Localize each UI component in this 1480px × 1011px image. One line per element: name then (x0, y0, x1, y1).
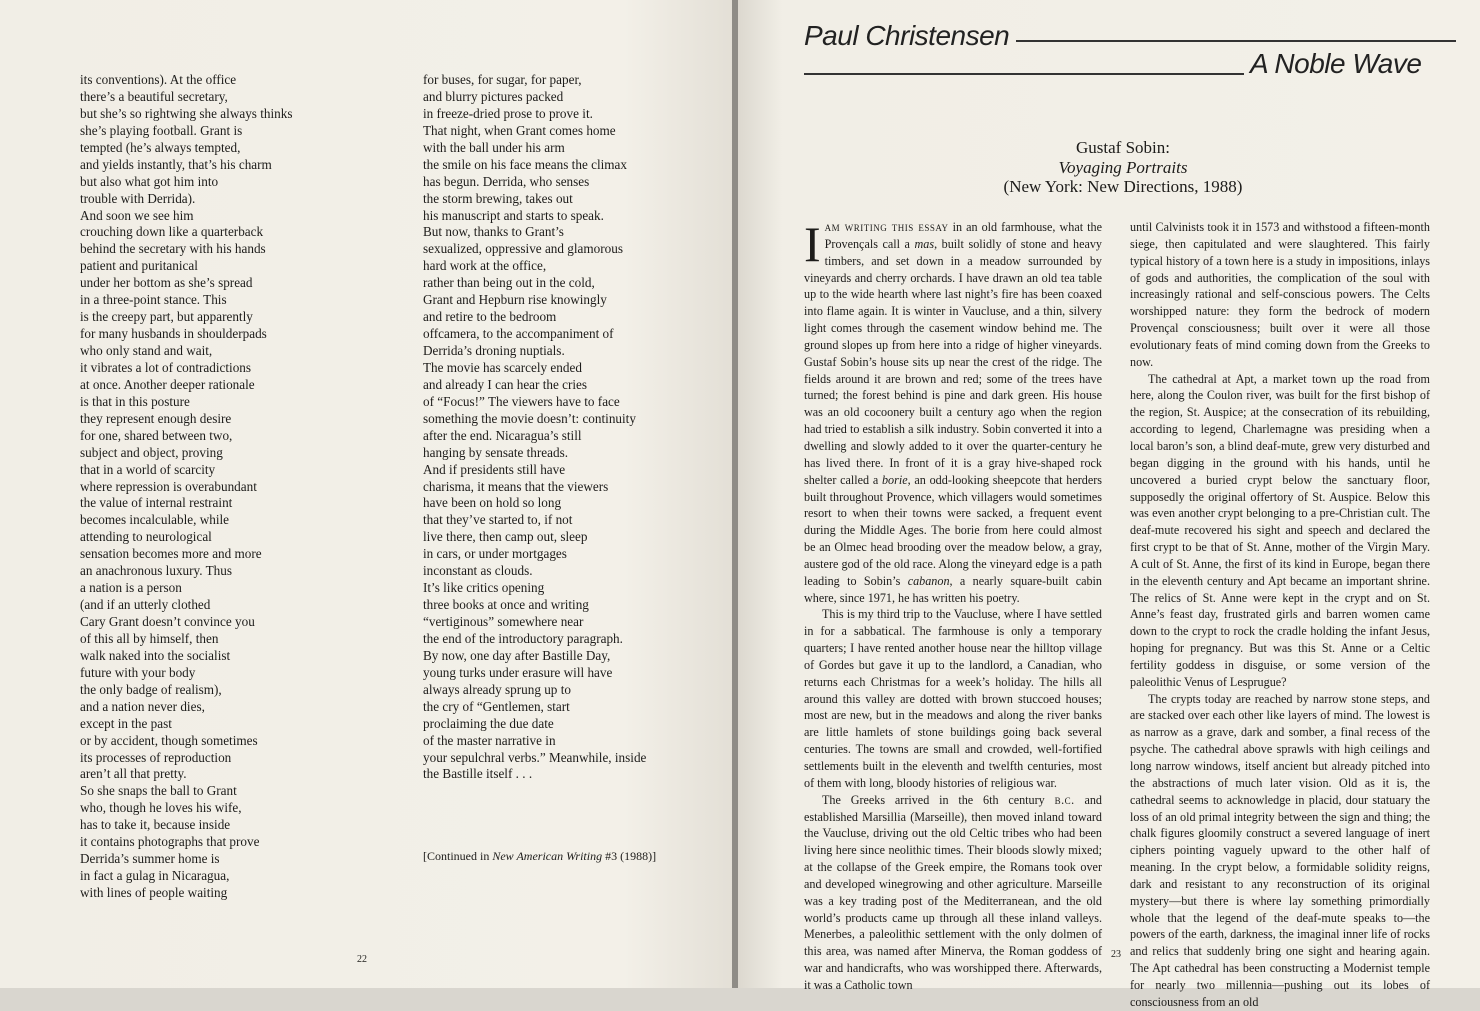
poem-line: Derrida’s summer home is (80, 851, 220, 867)
small-caps-era: b.c. (1054, 792, 1075, 807)
text-run: The Greeks arrived in the 6th century (822, 792, 1055, 807)
italic-term: mas (914, 236, 935, 251)
text-run: , a nearly square-built cabin where, since 1971, he has written his poetry. (804, 573, 1102, 605)
poem-line: the smile on his face means the climax (423, 156, 627, 172)
paragraph: The cathedral at Apt, a market town up the road from here, along the Coulon river, was built for the first bishop of the region, St. Auspice; at the consecration of its rebuilding, according to legend, Charlemagne was presiding when a local baron’s son, a blind deaf-mute, grew very disturbed and began digging in the ground with his hands, until he uncovered a buried crypt below the sanctuary floor, supposedly the original offertory of St. Auspice. Below this was even another crypt belonging to a pre-Christian cult. The deaf-mute recovered his sight and speech and declared the first crypt to be that of St. Anne, mother of the Virgin Mary. A cult of St. Anne, the first of its kind in Europe, began there in the eleventh century and Apt became an important shrine. The relics of St. Anne were kept in the crypt and on St. Anne’s feast day, frustrated girls and barren women came down to the crypt to rock the cradle holding the infant Jesus, hoping for pregnancy. But was this St. Anne or a Celtic fertility goddess in disguise, or some version of the paleolithic Venus of Lesprugue? (1130, 371, 1430, 689)
poem-line: offcamera, to the accompaniment of (423, 326, 614, 342)
poem-line: future with your body (80, 664, 196, 680)
essay-title: A Noble Wave (1250, 48, 1422, 79)
poem-line: inconstant as clouds. (423, 563, 533, 579)
poem-line: at once. Another deeper rationale (80, 376, 255, 392)
page-number-left: 22 (357, 954, 367, 965)
poem-line: of the master narrative in (423, 732, 556, 748)
paragraph: The crypts today are reached by narrow stone steps, and are stacked over each other like layers of mind. The lowest is as narrow as a grave, dark and somber, a final recess of the psyche. The cathedral above sprawls with high ceilings and long narrow windows, itself ancient but already pitched into the abstractions of much later vision. Old as it is, the cathedral seems to acknowledge in placid, dour statuary the loss of an old primal integrity between the sign and thing; the chalk figures gloomily construct a severed language of inert ciphers pointing vaguely upward to the other half of meaning. In the crypt below, a formidable solidity reigns, dark and resistant to any reconstruction of its original mystery—but there is where lay something primordially whole that the legend of the deaf-mute speaks to—the powers of the earth, darkness, the imaginal inner life of rocks and relics that suddenly bring one sight and hearing again. The Apt cathedral has been constructing a Modernist temple for nearly two millennia—pushing out its lobes of consciousness from an old (1130, 691, 1430, 1009)
poem-line: in cars, or under mortgages (423, 546, 567, 562)
poem-line: “vertiginous” somewhere near (423, 614, 584, 629)
poem-line: the value of internal restraint (80, 495, 233, 511)
poem-line: Derrida’s droning nuptials. (423, 343, 565, 358)
poem-line: or by accident, though sometimes (80, 732, 258, 748)
poem-line: with lines of people waiting (80, 885, 228, 900)
poem-line: subject and object, proving (80, 444, 223, 460)
poem-line: live there, then camp out, sleep (423, 529, 588, 545)
poem-line: an anachronous luxury. Thus (80, 563, 232, 579)
poem-line: The movie has scarcely ended (423, 359, 582, 375)
poem-line: is that in this posture (80, 393, 190, 409)
poem-column-1 (80, 72, 292, 902)
poem-line: the only badge of realism), (80, 681, 222, 697)
poem-line: something the movie doesn’t: continuity (423, 410, 636, 426)
poem-line: after the end. Nicaragua’s still (423, 427, 582, 443)
poem-line: of “Focus!” The viewers have to face (423, 393, 620, 409)
poem-line: young turks under erasure will have (423, 664, 613, 680)
poem-line: it contains photographs that prove (80, 834, 260, 850)
text-run: and established Marsillia (Marseille), then moved inland toward the Vaucluse, driving out the old Celtic tribes who had been living here since neolithic times. Their bloods slowly mixed; at the collapse of the Greek empire, the Romans took over and developed winegrowing and other agriculture. Marseille was a key trading post of the Mediterranean, and the old world’s products came up through all these inland valleys. Menerbes, a paleolithic settlement with the only dolmen of this area, was named after Minerva, the Roman goddess of war and handicrafts, who was worshipped there. Afterwards, it was a Catholic town (804, 792, 1102, 992)
poem-line: proclaiming the due date (423, 715, 554, 731)
poem-line: always already sprung up to (423, 681, 571, 697)
drop-cap: I (804, 216, 821, 272)
text-run: , built solidly of stone and heavy timbers, and set down in a meadow surrounded by vineyards and cherry orchards. I have drawn an old tea table up to the wide hearth where last night’s fire has been coaxed into flame again. It is winter in Vaucluse, and a thin, silvery light comes through the casement window behind me. The ground slopes up from here into a ridge of higher vineyards. Gustaf Sobin’s house sits up near the crest of the ridge. The fields around it are brown and red; some of the trees have turned; the forest behind is pine and dark green. His house was an old cocoonery built a century ago when the region had tried to establish a silk industry. Sobin converted it into a dwelling and slowly added to it over the quarter-century he has lived there. In front of it is a gray hive-shaped rock shelter called a (804, 236, 1102, 487)
italic-term: borie (881, 472, 908, 487)
poem-line: in a three-point stance. This (80, 292, 227, 308)
poem-line: who only stand and wait, (80, 343, 213, 358)
poem-line: Grant and Hepburn rise knowingly (423, 292, 607, 308)
poem-line: By now, one day after Bastille Day, (423, 647, 611, 663)
poem-line: and yields instantly, that’s his charm (80, 156, 272, 172)
right-page (738, 0, 1480, 1009)
poem-line: and a nation never dies, (80, 698, 205, 714)
poem-line: but also what got him into (80, 173, 219, 189)
poem-line: the storm brewing, takes out (423, 190, 573, 206)
poem-line: but she’s so rightwing she always thinks (80, 105, 293, 121)
poem-line: where repression is overabundant (80, 478, 257, 494)
poem-line: its processes of reproduction (80, 749, 232, 765)
author-name: Paul Christensen (804, 20, 1010, 51)
poem-line: crouching down like a quarterback (80, 224, 264, 240)
text-run: in an old farmhouse, what the Provençals call a (824, 220, 1102, 251)
paragraph: This is my third trip to the Vaucluse, where I have settled in for a sabbatical. The farmhouse is only a temporary quarters; I have rented another house near the hilltop village of Gordes but gave it up to the landlord, a Canadian, who returns each Christmas for a week’s holiday. The hills all around this valley are dotted with brown stuccoed houses; most are new, but in the meadows and along the river banks are little hamlets of stone buildings going back several centuries. The towns are small and crowded, well-fortified settlements built in the eleventh and twelfth centuries, most of them with long, bloody histories of religious war. (804, 607, 1102, 790)
poem-line: who, though he loves his wife, (80, 800, 242, 816)
paragraph (804, 792, 1102, 994)
continued-suffix: #3 (1988)] (602, 849, 657, 863)
poem-line: has to take it, because inside (80, 817, 231, 833)
poem-line: and already I can hear the cries (423, 376, 588, 392)
poem-line: in fact a gulag in Nicaragua, (80, 868, 230, 884)
poem-line: the end of the introductory paragraph. (423, 630, 623, 646)
continued-note (423, 849, 656, 864)
poem-line: attending to neurological (80, 529, 212, 545)
poem-line: the Bastille itself . . . (423, 766, 533, 782)
poem-line: (and if an utterly clothed (80, 597, 211, 613)
poem-line: trouble with Derrida). (80, 190, 196, 206)
poem-line: that in a world of scarcity (80, 461, 216, 477)
poem-line: its conventions). At the office (80, 72, 237, 87)
left-page (0, 0, 734, 988)
poem-line: hanging by sensate threads. (423, 444, 569, 460)
header-rule-bottom (804, 73, 1244, 75)
poem-line: your sepulchral verbs.” Meanwhile, inside (423, 749, 647, 765)
poem-line: And if presidents still have (423, 461, 566, 477)
italic-term: cabanon (907, 573, 950, 588)
poem-line: charisma, it means that the viewers (423, 478, 609, 494)
poem-line: under her bottom as she’s spread (80, 275, 253, 291)
poem-line: tempted (he’s always tempted, (80, 139, 241, 155)
reviewed-book (978, 138, 1268, 197)
poem-line: It’s like critics opening (423, 580, 545, 596)
book-author: Gustaf Sobin: (1076, 138, 1170, 157)
poem-line: becomes incalculable, while (80, 512, 230, 528)
poem-line: is the creepy part, but apparently (80, 309, 253, 325)
header-rule-top (1016, 40, 1456, 42)
poem-line: they represent enough desire (80, 410, 232, 426)
poem-line: of this all by himself, then (80, 630, 219, 646)
poem-line: aren’t all that pretty. (80, 766, 187, 782)
poem-line: in freeze-dried prose to prove it. (423, 105, 593, 121)
poem-line: And soon we see him (80, 207, 194, 223)
poem-line: hard work at the office, (423, 258, 547, 274)
poem-line: has begun. Derrida, who senses (423, 173, 590, 189)
poem-line: for one, shared between two, (80, 427, 233, 443)
book-publication: (New York: New Directions, 1988) (1003, 177, 1243, 196)
poem-line: with the ball under his arm (423, 139, 565, 155)
poem-line: and retire to the bedroom (423, 309, 557, 325)
poem-line: his manuscript and starts to speak. (423, 207, 604, 223)
opening-small-caps: am writing this essay (824, 220, 949, 234)
continued-journal-title: New American Writing (492, 849, 603, 863)
essay-column-2 (1130, 219, 1430, 1011)
page-number-right: 23 (1111, 949, 1121, 960)
text-run: , an odd-looking sheepcote that herders built throughout Provence, which villagers would sometimes resort to when their towns were sacked, a frequent event during the Middle Ages. The borie from here could almost be an Olmec head brooding over the meadow below, a gray, austere god of the old race. Along the vineyard edge is a path leading to Sobin’s (804, 472, 1102, 588)
poem-line: sexualized, oppressive and glamorous (423, 241, 623, 257)
poem-line: three books at once and writing (423, 597, 589, 613)
poem-line: and blurry pictures packed (423, 88, 564, 104)
poem-line: behind the secretary with his hands (80, 241, 266, 257)
poem-line: for many husbands in shoulderpads (80, 326, 267, 342)
poem-column-2 (423, 72, 646, 783)
poem-line: have been on hold so long (423, 495, 562, 511)
poem-line: walk naked into the socialist (80, 647, 231, 663)
poem-line: that they’ve started to, if not (423, 512, 573, 528)
poem-line: rather than being out in the cold, (423, 275, 595, 291)
poem-line: a nation is a person (80, 580, 182, 596)
poem-line: she’s playing football. Grant is (80, 122, 243, 138)
poem-line: the cry of “Gentlemen, start (423, 698, 570, 714)
continued-prefix: [Continued in (423, 849, 493, 863)
paragraph: until Calvinists took it in 1573 and withstood a fifteen-month siege, then capitulated and were slaughtered. This fairly typical history of a town here is a study in impositions, inlays of gods and authorities, the complication of the soul with increasingly rational and self-conscious powers. The Celts worshipped nature: they form the bedrock of modern Provençal consciousness; built over it were all those evolutionary feats of mind coming down from the Greeks to now. (1130, 220, 1430, 369)
poem-line: patient and puritanical (80, 258, 198, 274)
poem-line: But now, thanks to Grant’s (423, 224, 564, 240)
poem-line: Cary Grant doesn’t convince you (80, 614, 255, 629)
poem-line: there’s a beautiful secretary, (80, 88, 228, 104)
poem-line: except in the past (80, 715, 172, 731)
poem-line: So she snaps the ball to Grant (80, 783, 237, 799)
poem-line: it vibrates a lot of contradictions (80, 359, 252, 375)
paragraph (804, 216, 1102, 606)
poem-line: sensation becomes more and more (80, 546, 262, 562)
essay-column-1 (804, 216, 1102, 994)
poem-line: That night, when Grant comes home (423, 122, 616, 138)
poem-line: for buses, for sugar, for paper, (423, 72, 582, 87)
book-title: Voyaging Portraits (1058, 157, 1188, 177)
